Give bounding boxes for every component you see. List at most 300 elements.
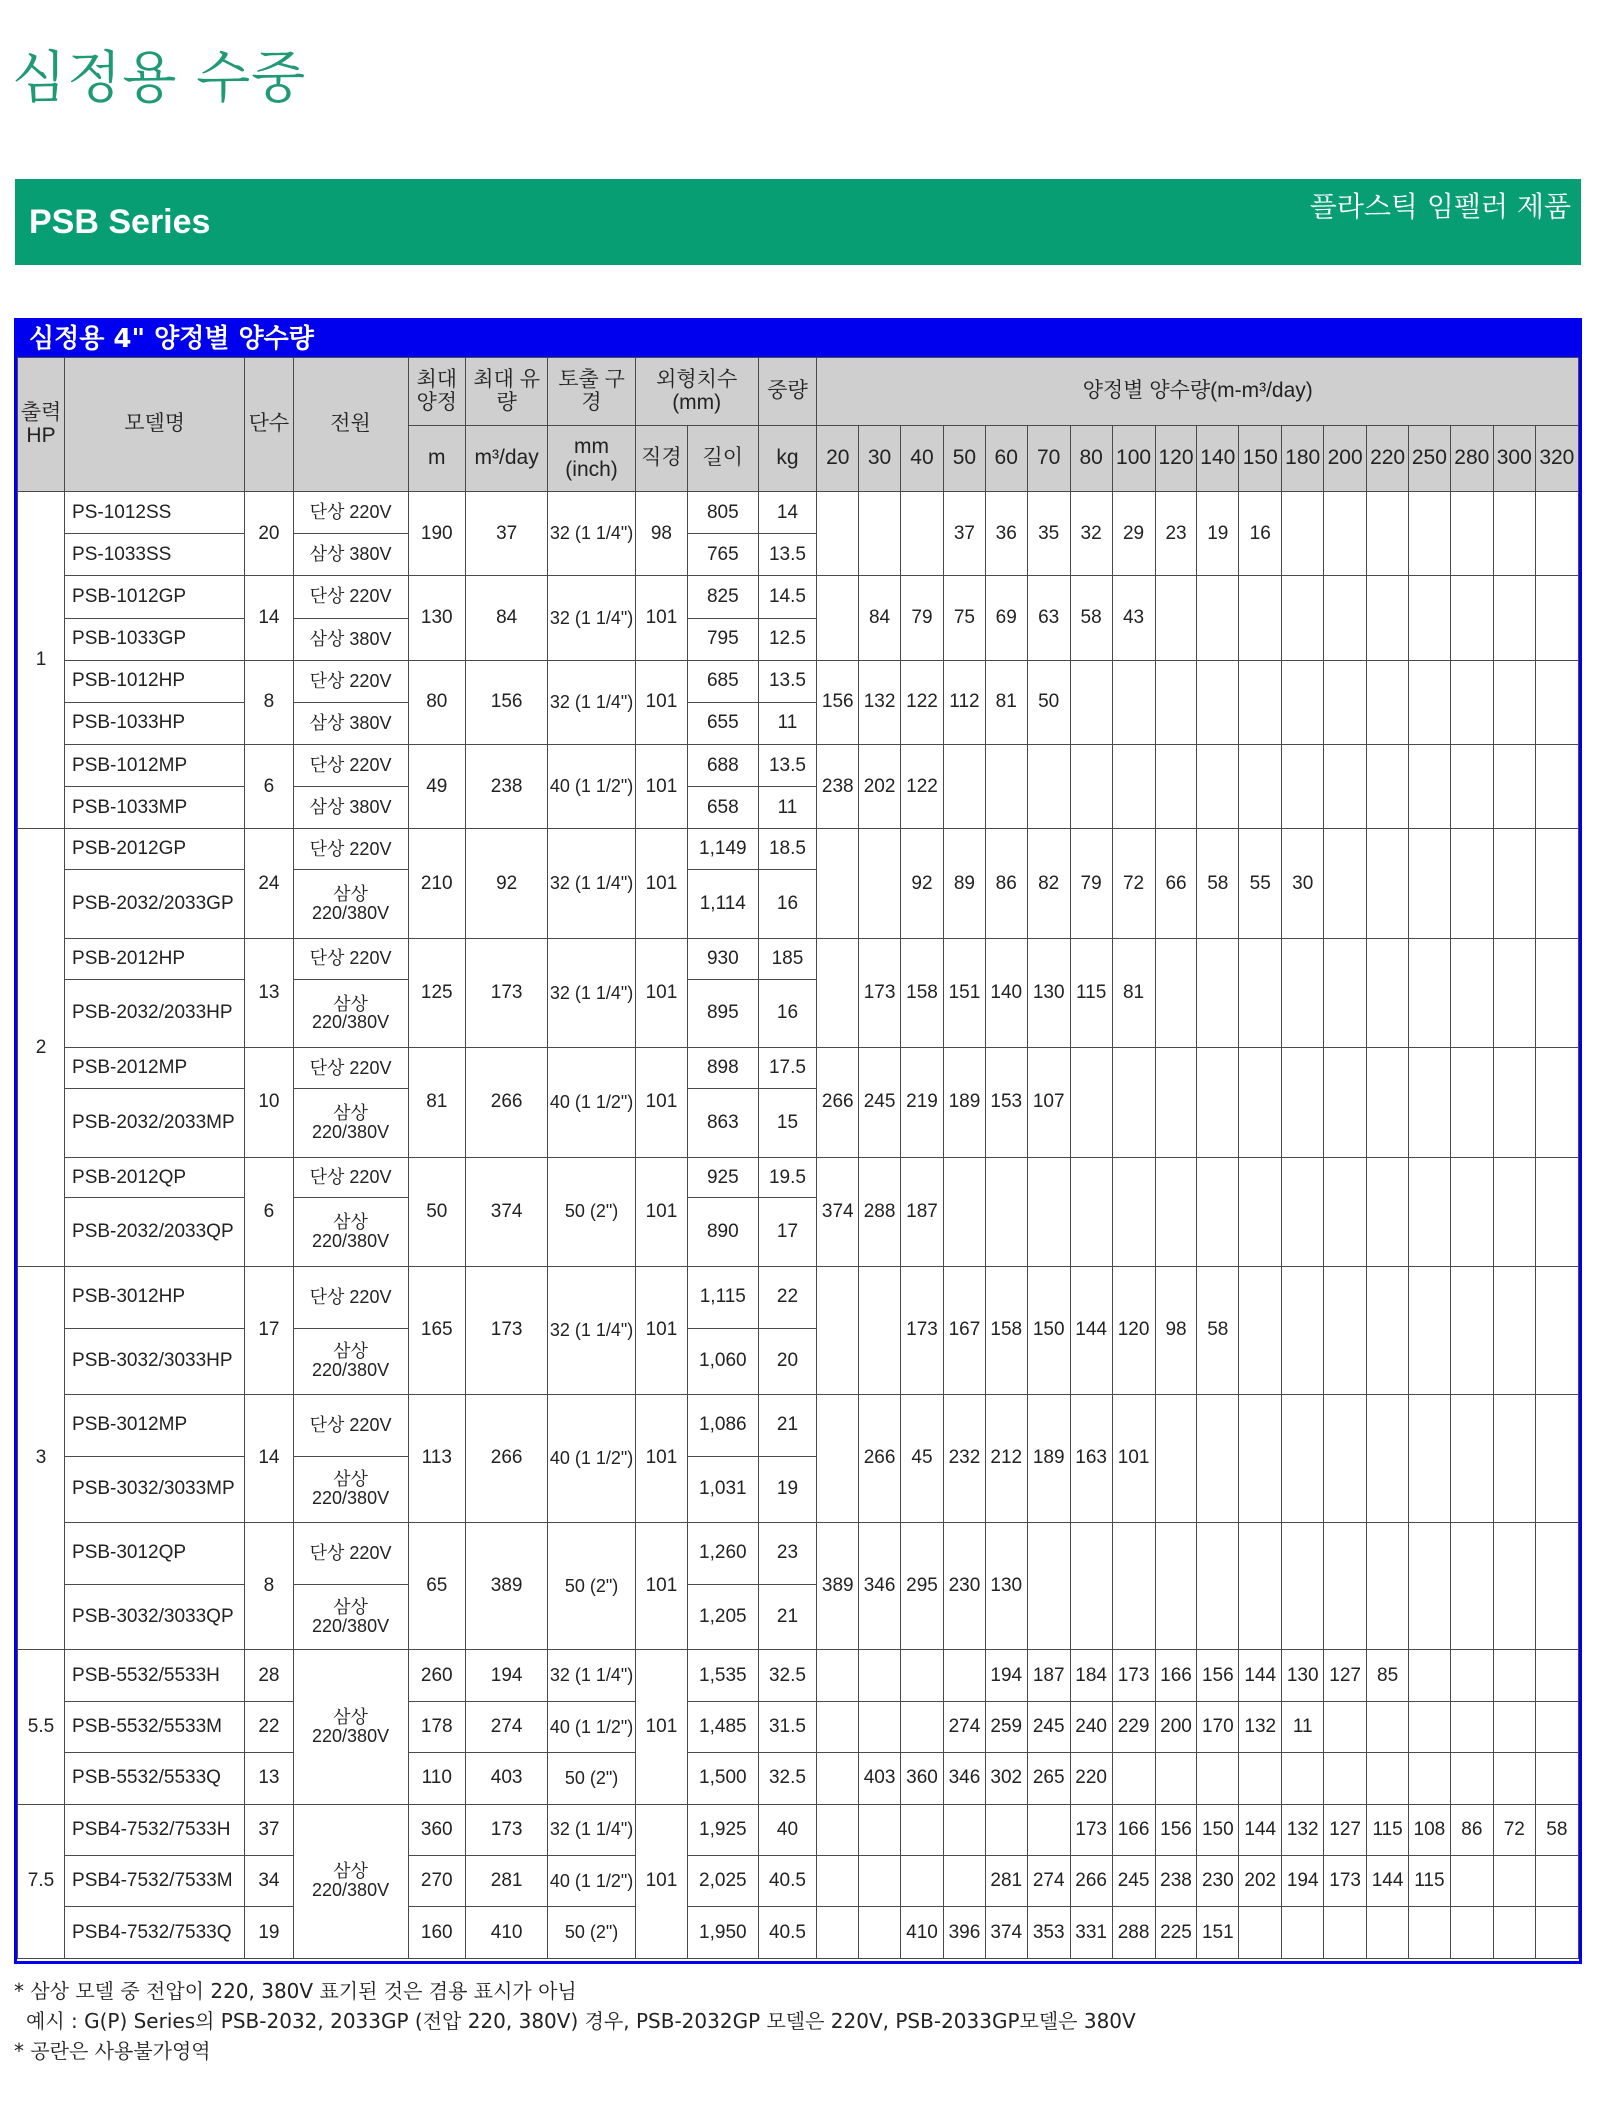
flow-cell: [1493, 1522, 1535, 1650]
power-cell: 삼상 380V: [293, 702, 408, 744]
power-cell: 삼상 380V: [293, 534, 408, 576]
max-flow-cell: 173: [466, 938, 548, 1047]
flow-cell: [1112, 1753, 1155, 1804]
flow-cell: 173: [859, 938, 901, 1047]
hp-cell: 3: [18, 1266, 65, 1649]
model-cell: PSB4-7532/7533Q: [65, 1907, 245, 1959]
footnotes: [14, 1976, 1136, 2066]
flow-cell: [1239, 1753, 1282, 1804]
header-flow-by-head: 양정별 양수량(m-m³/day): [817, 358, 1579, 426]
flow-cell: 120: [1112, 1266, 1155, 1394]
header-length: 길이: [688, 426, 759, 492]
weight-cell: 17.5: [758, 1048, 817, 1089]
flow-cell: 281: [985, 1855, 1027, 1906]
flow-cell: [985, 1804, 1027, 1855]
stages-cell: 34: [245, 1855, 293, 1906]
flow-cell: [1112, 1157, 1155, 1266]
flow-cell: 353: [1027, 1907, 1070, 1959]
max-flow-cell: 266: [466, 1394, 548, 1522]
flow-cell: [1197, 938, 1239, 1047]
flow-cell: [1324, 829, 1367, 938]
flow-cell: 232: [944, 1394, 986, 1522]
flow-cell: [1282, 1266, 1324, 1394]
flow-cell: [1493, 1157, 1535, 1266]
flow-cell: 81: [1112, 938, 1155, 1047]
flow-cell: [859, 1855, 901, 1906]
flow-cell: [1070, 660, 1112, 744]
outlet-cell: 50 (2"): [548, 1907, 636, 1959]
flow-cell: [1112, 745, 1155, 829]
flow-cell: [1535, 1650, 1578, 1701]
diameter-cell: 101: [635, 745, 687, 829]
flow-cell: 23: [1155, 492, 1197, 576]
model-cell: PSB-2012HP: [65, 938, 245, 979]
model-cell: PSB-2032/2033QP: [65, 1198, 245, 1267]
flow-cell: [1535, 1394, 1578, 1522]
flow-cell: 173: [900, 1266, 943, 1394]
flow-cell: 163: [1070, 1394, 1112, 1522]
flow-cell: [1367, 1048, 1409, 1157]
model-cell: PSB-1033MP: [65, 787, 245, 829]
length-cell: 655: [688, 702, 759, 744]
weight-cell: 11: [758, 702, 817, 744]
max-head-cell: 110: [408, 1753, 465, 1804]
flow-cell: 144: [1070, 1266, 1112, 1394]
spec-table-box: [14, 318, 1582, 1964]
hp-cell: 1: [18, 492, 65, 829]
flow-cell: 403: [859, 1753, 901, 1804]
max-flow-cell: 156: [466, 660, 548, 744]
outlet-cell: 40 (1 1/2"): [548, 1048, 636, 1157]
flow-cell: [1324, 660, 1367, 744]
flow-cell: 220: [1070, 1753, 1112, 1804]
flow-cell: [1535, 492, 1578, 576]
flow-cell: 29: [1112, 492, 1155, 576]
flow-cell: [1450, 660, 1493, 744]
table-row: [18, 1753, 1579, 1804]
flow-cell: [817, 1804, 859, 1855]
flow-cell: 98: [1155, 1266, 1197, 1394]
flow-cell: [1282, 1753, 1324, 1804]
max-flow-cell: 281: [466, 1855, 548, 1906]
power-cell: 삼상 220/380V: [293, 1456, 408, 1522]
flow-cell: [1493, 938, 1535, 1047]
flow-cell: [1535, 938, 1578, 1047]
length-cell: 898: [688, 1048, 759, 1089]
flow-cell: [1239, 1522, 1282, 1650]
outlet-cell: 32 (1 1/4"): [548, 1804, 636, 1855]
flow-cell: 238: [1155, 1855, 1197, 1906]
flow-cell: 189: [1027, 1394, 1070, 1522]
footnote-3: * 공란은 사용불가영역: [14, 2039, 211, 2063]
flow-cell: 79: [900, 576, 943, 660]
flow-cell: [1493, 1907, 1535, 1959]
flow-cell: 35: [1027, 492, 1070, 576]
stages-cell: 22: [245, 1701, 293, 1752]
flow-cell: 144: [1239, 1650, 1282, 1701]
flow-cell: 115: [1408, 1855, 1450, 1906]
flow-cell: [1450, 576, 1493, 660]
flow-cell: [1493, 492, 1535, 576]
length-cell: 925: [688, 1157, 759, 1198]
stages-cell: 14: [245, 576, 293, 660]
flow-cell: [1367, 1701, 1409, 1752]
weight-cell: 18.5: [758, 829, 817, 870]
unit-kg: kg: [758, 426, 817, 492]
flow-cell: [1493, 1701, 1535, 1752]
flow-cell: [1408, 1394, 1450, 1522]
flow-cell: [1155, 1048, 1197, 1157]
flow-cell: [1282, 1048, 1324, 1157]
head-col-header: 320: [1535, 426, 1578, 492]
flow-cell: [1493, 829, 1535, 938]
model-cell: PSB-3032/3033MP: [65, 1456, 245, 1522]
length-cell: 688: [688, 745, 759, 787]
power-cell: 단상 220V: [293, 938, 408, 979]
flow-cell: [1493, 1753, 1535, 1804]
flow-cell: [1282, 745, 1324, 829]
flow-cell: [1493, 1266, 1535, 1394]
model-cell: PSB-2012GP: [65, 829, 245, 870]
model-cell: PSB4-7532/7533H: [65, 1804, 245, 1855]
flow-cell: [817, 1394, 859, 1522]
flow-cell: [1408, 1701, 1450, 1752]
outlet-cell: 32 (1 1/4"): [548, 1266, 636, 1394]
flow-cell: [1408, 660, 1450, 744]
flow-cell: 202: [1239, 1855, 1282, 1906]
max-head-cell: 360: [408, 1804, 465, 1855]
length-cell: 1,115: [688, 1266, 759, 1328]
model-cell: PSB-1012MP: [65, 745, 245, 787]
flow-cell: [859, 1650, 901, 1701]
flow-cell: 37: [944, 492, 986, 576]
head-col-header: 40: [900, 426, 943, 492]
flow-cell: [1027, 1157, 1070, 1266]
power-cell: 삼상 220/380V: [293, 1650, 408, 1804]
weight-cell: 12.5: [758, 618, 817, 660]
unit-outlet: mm (inch): [548, 426, 636, 492]
flow-cell: [1450, 938, 1493, 1047]
power-cell: 삼상 380V: [293, 618, 408, 660]
table-row: [18, 1650, 1579, 1701]
diameter-cell: 101: [635, 1650, 687, 1804]
table-row: [18, 660, 1579, 702]
flow-cell: 84: [859, 576, 901, 660]
flow-cell: 150: [1197, 1804, 1239, 1855]
diameter-cell: 101: [635, 829, 687, 938]
flow-cell: 266: [1070, 1855, 1112, 1906]
flow-cell: 245: [1027, 1701, 1070, 1752]
stages-cell: 19: [245, 1907, 293, 1959]
flow-cell: 200: [1155, 1701, 1197, 1752]
weight-cell: 13.5: [758, 534, 817, 576]
max-head-cell: 81: [408, 1048, 465, 1157]
flow-cell: [817, 1701, 859, 1752]
flow-cell: 85: [1367, 1650, 1409, 1701]
outlet-cell: 32 (1 1/4"): [548, 1650, 636, 1701]
flow-cell: 72: [1112, 829, 1155, 938]
max-head-cell: 260: [408, 1650, 465, 1701]
max-flow-cell: 173: [466, 1804, 548, 1855]
flow-cell: 167: [944, 1266, 986, 1394]
flow-cell: [1450, 492, 1493, 576]
model-cell: PSB4-7532/7533M: [65, 1855, 245, 1906]
max-flow-cell: 37: [466, 492, 548, 576]
flow-cell: [1493, 660, 1535, 744]
flow-cell: 173: [1112, 1650, 1155, 1701]
weight-cell: 22: [758, 1266, 817, 1328]
stages-cell: 28: [245, 1650, 293, 1701]
outlet-cell: 32 (1 1/4"): [548, 660, 636, 744]
weight-cell: 21: [758, 1584, 817, 1650]
stages-cell: 37: [245, 1804, 293, 1855]
flow-cell: 144: [1367, 1855, 1409, 1906]
max-flow-cell: 173: [466, 1266, 548, 1394]
flow-cell: 122: [900, 660, 943, 744]
flow-cell: [1493, 1650, 1535, 1701]
flow-cell: [1367, 660, 1409, 744]
flow-cell: [1367, 1157, 1409, 1266]
power-cell: 삼상 220/380V: [293, 979, 408, 1048]
power-cell: 단상 220V: [293, 829, 408, 870]
model-cell: PSB-3032/3033HP: [65, 1328, 245, 1394]
flow-cell: [1324, 1701, 1367, 1752]
length-cell: 1,925: [688, 1804, 759, 1855]
outlet-cell: 50 (2"): [548, 1157, 636, 1266]
flow-cell: [1027, 745, 1070, 829]
flow-cell: [1535, 1701, 1578, 1752]
flow-cell: 127: [1324, 1804, 1367, 1855]
max-head-cell: 130: [408, 576, 465, 660]
flow-cell: 86: [985, 829, 1027, 938]
outlet-cell: 32 (1 1/4"): [548, 938, 636, 1047]
head-col-header: 70: [1027, 426, 1070, 492]
header-power: 전원: [293, 358, 408, 492]
weight-cell: 21: [758, 1394, 817, 1456]
flow-cell: 158: [900, 938, 943, 1047]
head-col-header: 250: [1408, 426, 1450, 492]
max-head-cell: 165: [408, 1266, 465, 1394]
table-row: [18, 745, 1579, 787]
page-title: 심정용 수중: [12, 46, 307, 111]
head-col-header: 300: [1493, 426, 1535, 492]
flow-cell: [817, 1907, 859, 1959]
flow-cell: [1493, 1394, 1535, 1522]
length-cell: 890: [688, 1198, 759, 1267]
flow-cell: 69: [985, 576, 1027, 660]
flow-cell: [1450, 1855, 1493, 1906]
flow-cell: 79: [1070, 829, 1112, 938]
flow-cell: 230: [1197, 1855, 1239, 1906]
length-cell: 805: [688, 492, 759, 534]
length-cell: 1,060: [688, 1328, 759, 1394]
flow-cell: 295: [900, 1522, 943, 1650]
flow-cell: 50: [1027, 660, 1070, 744]
outlet-cell: 40 (1 1/2"): [548, 745, 636, 829]
power-cell: 삼상 220/380V: [293, 1584, 408, 1650]
flow-cell: [1324, 1157, 1367, 1266]
flow-cell: 158: [985, 1266, 1027, 1394]
flow-cell: [1282, 1157, 1324, 1266]
flow-cell: [817, 938, 859, 1047]
power-cell: 단상 220V: [293, 1266, 408, 1328]
flow-cell: [1450, 1048, 1493, 1157]
weight-cell: 23: [758, 1522, 817, 1584]
flow-cell: [1535, 1907, 1578, 1959]
max-head-cell: 49: [408, 745, 465, 829]
flow-cell: 238: [817, 745, 859, 829]
flow-cell: [944, 1157, 986, 1266]
flow-cell: [1324, 938, 1367, 1047]
table-row: [18, 829, 1579, 870]
flow-cell: 66: [1155, 829, 1197, 938]
flow-cell: 302: [985, 1753, 1027, 1804]
table-row: [18, 1266, 1579, 1328]
flow-cell: [1535, 1048, 1578, 1157]
flow-cell: [1367, 1394, 1409, 1522]
weight-cell: 40: [758, 1804, 817, 1855]
flow-cell: 32: [1070, 492, 1112, 576]
flow-cell: [817, 1650, 859, 1701]
head-col-header: 220: [1367, 426, 1409, 492]
model-cell: PSB-1012HP: [65, 660, 245, 702]
weight-cell: 32.5: [758, 1650, 817, 1701]
stages-cell: 8: [245, 1522, 293, 1650]
flow-cell: [1324, 1522, 1367, 1650]
outlet-cell: 32 (1 1/4"): [548, 576, 636, 660]
flow-cell: [1197, 1522, 1239, 1650]
flow-cell: [985, 745, 1027, 829]
flow-cell: [817, 829, 859, 938]
power-cell: 삼상 220/380V: [293, 1089, 408, 1158]
series-subtitle: 플라스틱 임펠러 제품: [1309, 190, 1571, 223]
flow-cell: [1070, 745, 1112, 829]
model-cell: PSB-2032/2033MP: [65, 1089, 245, 1158]
flow-cell: [944, 1855, 986, 1906]
flow-cell: [1450, 1522, 1493, 1650]
flow-cell: [1324, 1048, 1367, 1157]
weight-cell: 14.5: [758, 576, 817, 618]
header-dimensions: 외형치수 (mm): [635, 358, 758, 426]
flow-cell: [859, 1701, 901, 1752]
flow-cell: 202: [859, 745, 901, 829]
flow-cell: [1197, 1157, 1239, 1266]
flow-cell: [1324, 1907, 1367, 1959]
flow-cell: 219: [900, 1048, 943, 1157]
flow-cell: [1155, 1522, 1197, 1650]
flow-cell: 389: [817, 1522, 859, 1650]
flow-cell: [859, 492, 901, 576]
flow-cell: 166: [1112, 1804, 1155, 1855]
power-cell: 삼상 220/380V: [293, 1198, 408, 1267]
table-row: [18, 1522, 1579, 1584]
flow-cell: [1112, 660, 1155, 744]
flow-cell: [1239, 1907, 1282, 1959]
power-cell: 삼상 220/380V: [293, 1804, 408, 1958]
model-cell: PSB-3012MP: [65, 1394, 245, 1456]
head-col-header: 50: [944, 426, 986, 492]
header-stages: 단수: [245, 358, 293, 492]
series-name: PSB Series: [29, 203, 211, 241]
model-cell: PSB-3012QP: [65, 1522, 245, 1584]
max-flow-cell: 410: [466, 1907, 548, 1959]
flow-cell: [944, 745, 986, 829]
flow-cell: 132: [1282, 1804, 1324, 1855]
flow-cell: [1367, 829, 1409, 938]
flow-cell: [1282, 1907, 1324, 1959]
flow-cell: 240: [1070, 1701, 1112, 1752]
max-flow-cell: 84: [466, 576, 548, 660]
flow-cell: 86: [1450, 1804, 1493, 1855]
flow-cell: [1450, 1650, 1493, 1701]
model-cell: PSB-2032/2033GP: [65, 870, 245, 939]
flow-cell: 288: [1112, 1907, 1155, 1959]
model-cell: PSB-1012GP: [65, 576, 245, 618]
flow-cell: 266: [817, 1048, 859, 1157]
stages-cell: 14: [245, 1394, 293, 1522]
flow-cell: [1408, 938, 1450, 1047]
flow-cell: 396: [944, 1907, 986, 1959]
flow-cell: [1408, 1907, 1450, 1959]
stages-cell: 13: [245, 1753, 293, 1804]
diameter-cell: 101: [635, 1394, 687, 1522]
flow-cell: 115: [1070, 938, 1112, 1047]
table-row: [18, 1907, 1579, 1959]
weight-cell: 19.5: [758, 1157, 817, 1198]
series-banner: [15, 179, 1581, 265]
diameter-cell: 101: [635, 576, 687, 660]
flow-cell: [1027, 1522, 1070, 1650]
unit-m: m: [408, 426, 465, 492]
flow-cell: 245: [859, 1048, 901, 1157]
flow-cell: 63: [1027, 576, 1070, 660]
model-cell: PSB-2012QP: [65, 1157, 245, 1198]
flow-cell: [1239, 1157, 1282, 1266]
head-col-header: 140: [1197, 426, 1239, 492]
flow-cell: 140: [985, 938, 1027, 1047]
flow-cell: 144: [1239, 1804, 1282, 1855]
flow-cell: [1155, 660, 1197, 744]
header-outlet: 토출 구경: [548, 358, 636, 426]
footnote-1: * 삼상 모델 중 전압이 220, 380V 표기된 것은 겸용 표시가 아님: [14, 1979, 577, 2003]
flow-cell: [1535, 745, 1578, 829]
flow-cell: [817, 1855, 859, 1906]
flow-cell: [1493, 1048, 1535, 1157]
flow-cell: 30: [1282, 829, 1324, 938]
flow-cell: [1155, 1157, 1197, 1266]
flow-cell: 19: [1197, 492, 1239, 576]
weight-cell: 13.5: [758, 745, 817, 787]
flow-cell: 55: [1239, 829, 1282, 938]
flow-cell: 265: [1027, 1753, 1070, 1804]
flow-cell: 166: [1155, 1650, 1197, 1701]
power-cell: 삼상 220/380V: [293, 870, 408, 939]
head-col-header: 200: [1324, 426, 1367, 492]
model-cell: PSB-3032/3033QP: [65, 1584, 245, 1650]
head-col-header: 20: [817, 426, 859, 492]
flow-cell: [1197, 1753, 1239, 1804]
flow-cell: 410: [900, 1907, 943, 1959]
flow-cell: 72: [1493, 1804, 1535, 1855]
flow-cell: 274: [1027, 1855, 1070, 1906]
flow-cell: [1408, 492, 1450, 576]
flow-cell: [1112, 1522, 1155, 1650]
length-cell: 1,260: [688, 1522, 759, 1584]
diameter-cell: 101: [635, 1048, 687, 1157]
weight-cell: 14: [758, 492, 817, 534]
length-cell: 863: [688, 1089, 759, 1158]
flow-cell: 127: [1324, 1650, 1367, 1701]
